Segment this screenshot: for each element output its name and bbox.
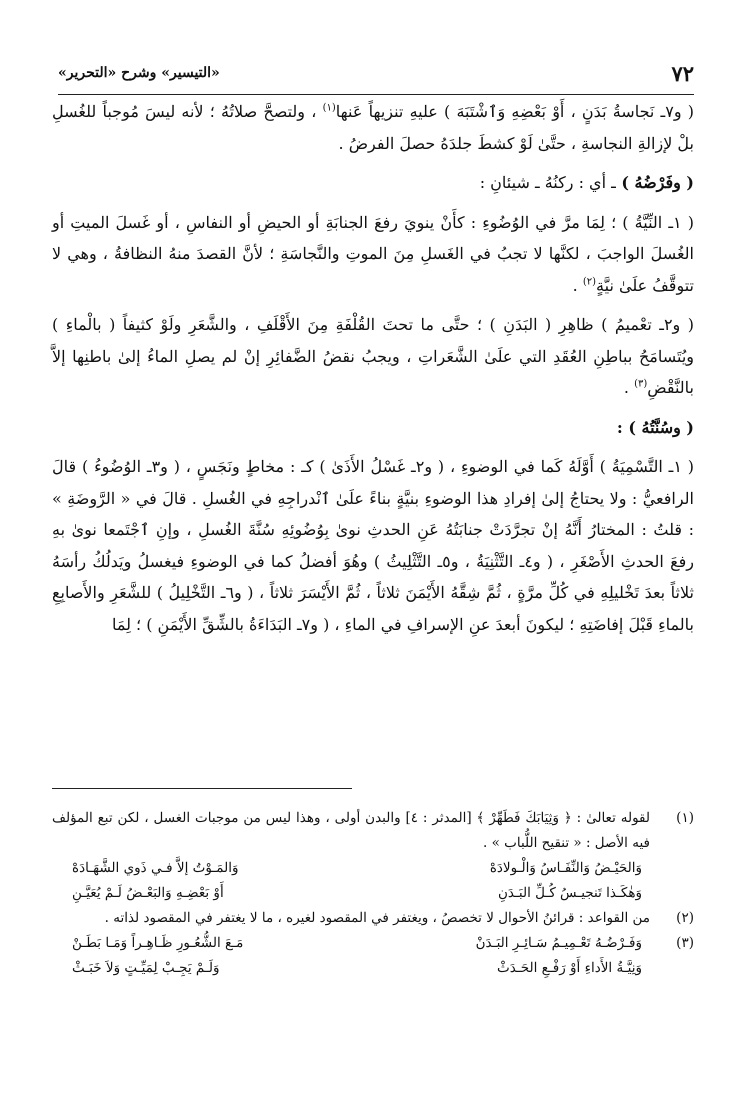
main-text — [52, 96, 694, 648]
verse-hemistich-left: مَـعَ الشُّعُـورِ ظَـاهِـراً وَمَـا بَطَـنْ — [72, 935, 244, 951]
verse-hemistich-right: وَالحَيْـضُ وَالنِّفَـاسُ وَالْـولادَهْ — [489, 860, 642, 876]
footnote-ref-2[interactable]: (٢) — [582, 276, 597, 288]
paragraph-4: ( و٢ـ تعْميمُ ) ظاهِرِ ( البَدَنِ ) ؛ حتَّى ما تحتَ القُلْفَةِ مِنَ الأَقْلَفِ ، والشَّعَرِ ولَوْ كثيفاً ( بالْماءِ ) ويُتَسامَحُ بباطِنِ العُقَدِ التي علَىٰ الشَّعَراتِ ، ويجبُ نقضُ الضَّفائِرِ إنْ لم يصلِ الماءُ إلىٰ باطنِها إلاَّ بالنَّقْضِ$^{(٣)}$ . — [52, 315, 695, 397]
footnote-number: (١) — [676, 810, 694, 826]
verse-hemistich-left: وَالمَـوْتُ إلاَّ فـي ذَوي الشَّهَـادَهْ — [72, 860, 239, 876]
footnote-text: من القواعد : قرائنُ الأحوال لا تخصصُ ، ويغتفر في المقصود لغيره ، ما لا يغتفر في المقصود لذاته . — [104, 910, 650, 926]
verse-hemistich-right: وَنِيَّـةُ الأَداءِ أَوْ رَفْـعِ الحَـدَثْ — [497, 960, 642, 976]
running-title: «التيسير» وشرح «التحرير» — [58, 65, 220, 81]
page-header — [58, 58, 694, 95]
verse-hemistich-right: وَفَـرْضُـهُ تَعْـمِيـمُ سَـائِـرِ البَـدَنْ — [475, 935, 642, 951]
footnote-2 — [52, 906, 694, 931]
section-heading-fard: ( وفَرْضُهُ ) — [615, 173, 694, 192]
paragraph-6: ( ١ـ التَّسْمِيَةُ ) أَوَّلَهُ كَما في الوضوءِ ، ( و٢ـ غَسْلُ الأَذَىٰ ) كـ : مخاطٍ ونَجَسٍ ، ( و٣ـ الوُضُوءُ ) قالَ الرافعيُّ : ولا يحتاجُ إلىٰ إفرادِ هذا الوضوءِ بنيَّةٍ بناءً علَىٰ ٱنْدراجِهِ في الغُسلِ . قالَ في « الرَّوضَةِ » : قلتُ : المختارُ أَنَّهُ إنْ تجرَّدَتْ جنابَتُهُ عَنِ الحدثِ نوىٰ بِوُضُوئِهِ سُنَّةَ الغُسلِ ، وإنِ ٱجْتَمعا نوىٰ بهِ رفعَ الحدثِ الأَصْغَرِ ، ( و٤ـ التَّثْنِيَةُ ، و٥ـ التَّثْلِيثُ ) وهُوَ أفضلُ كما في الوضوءِ فيغسلُ ويَدلُكُ رأسَهُ ثلاثاً بعدَ تَخْليلِهِ في كُلِّ مرَّةٍ ، ثُمَّ شِقَّهُ الأَيْمَنَ ثلاثاً ، ثُمَّ الأَيْسَرَ ثلاثاً ، ( و٦ـ التَّخْلِيلُ ) للشَّعَرِ والأَصابِعِ بالماءِ قَبْلَ إفاضَتِهِ ؛ ليكونَ أبعدَ عنِ الإسرافِ في الماءِ ، ( و٧ـ البَدَاءَةُ بالشِّقِّ الأَيْمَنِ ) ؛ لِمَا — [52, 457, 695, 634]
verse-line — [52, 856, 650, 881]
verse-hemistich-right: وَهٰكَـذا تَنجيـسُ كُـلِّ البَـدَنِ — [497, 885, 642, 901]
footnote-3 — [52, 931, 694, 981]
footnote-number: (٢) — [676, 910, 694, 926]
paragraph-2: ( وفَرْضُهُ ) ـ أي : ركنُهُ ـ شيئانِ : — [479, 173, 694, 192]
footnote-1 — [52, 806, 694, 906]
verse-line — [52, 931, 650, 956]
paragraph-1: ( و٧ـ نَجاسةُ بَدَنٍ ، أَوْ بَعْضِهِ وَٱشْتَبَهَ ) عليهِ تنزيهاً عَنها$^{(١)}$ ، ولتصحَّ صلاتُهُ ؛ لأنه ليسَ مُوجباً للغُسلِ بلْ لإزالةِ النجاسةِ ، حتَّىٰ لَوْ كشطَ جلدَهُ حصلَ الفرضُ . — [52, 102, 695, 153]
paragraph-5 — [52, 412, 694, 444]
footnote-separator — [52, 788, 352, 789]
footnote-ref-3[interactable]: (٣) — [634, 378, 648, 390]
footnote-number: (٣) — [676, 935, 694, 951]
page-number: ٧٢ — [671, 60, 694, 86]
verse-hemistich-left: وَلَـمْ يَجِـبْ لِمَيِّـتٍ وَلاَ خَبَـثْ — [72, 960, 220, 976]
footnote-text: لقوله تعالىٰ : ﴿ وَثِيَابَكَ فَطَهِّرْ ﴾ [المدثر : ٤] والبدن أولى ، وهذا ليس من موجبات الغسل ، لكن تبع المؤلف فيه الأصل : « تنقيح اللُّباب » . — [52, 810, 650, 851]
verse-line — [52, 881, 650, 906]
verse-hemistich-left: أَوْ بَعْضِـهِ وَالبَعْـضُ لَـمْ يُعَيَّـنِ — [72, 885, 224, 901]
section-heading-sunan: ( وسُنَّتُهُ ) : — [616, 417, 694, 437]
footnotes — [52, 806, 694, 981]
verse-line — [52, 956, 650, 981]
paragraph-3: ( ١ـ النِّيَّةُ ) ؛ لِمَا مرَّ في الوُضُوءِ : كأَنْ ينويَ رفعَ الجنابَةِ أو الحيضِ أو النفاسِ ، أو غَسلَ الميتِ أو الغُسلَ الواجبَ ، لكنَّها لا تجبُ في الغَسلِ مِنَ الموتِ والنَّجاسَةِ ؛ لأنَّ القصدَ منهُ النظافةُ ، وهي لا تتوقَّفُ علَىٰ نيَّةٍ$^{(٢)}$ . — [52, 212, 695, 295]
footnote-ref-1[interactable]: (١) — [322, 102, 336, 114]
